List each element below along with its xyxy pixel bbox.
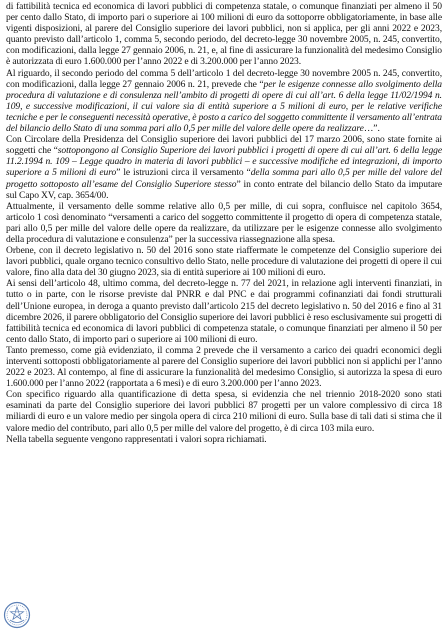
paragraph-text: Attualmente, il versamento delle somme relative allo 0,5 per mille, di cui sopra, confluisce nel capitolo 3654, articolo 1 così denominato “versamenti a carico del soggetto committente il progetto di opera di competenza statale, pari allo 0,5 per mille del valore delle opere da realizzare, da utilizzare per le esigenze connesse allo svolgimento della procedura di valutazione e consulenza” per la successiva riassegnazione alla spesa. [6, 200, 442, 245]
paragraph [6, 434, 442, 445]
quoted-italic-text: per le esigenze connesse allo svolgimento della procedura di valutazione e di consulenza nell’ambito di progetti di opere di cui all’art. 6 della legge 11/02/1994 n. 109, e successive modificazioni, il cui valore sia di entità superiore a 5 milioni di euro, per le relative verifiche tecniche e per le conseguenti necessità operative, è posto a carico del soggetto committente il versamento all’entrata del bilancio dello Stato di una somma pari allo 0,5 per mille del valore delle opere da realizzare [6, 78, 442, 135]
document-body [6, 1, 442, 445]
paragraph-text: Ai sensi dell’articolo 48, ultimo comma, del decreto-legge n. 77 del 2021, in relazione agli interventi finanziati, in tutto o in parte, con le risorse previste dal PNRR e dal PNC e dai programmi cofinanziati dai fondi strutturali dell’Unione europea, in deroga a quanto previsto dall’articolo 215 del decreto legislativo n. 50 del 2016 e fino al 31 dicembre 2026, il parere obbligatorio del Consiglio superiore dei lavori pubblici è reso esclusivamente sui progetti di fattibilità tecnica ed economica di lavori pubblici di competenza statale, o comunque finanziati per almeno il 50 per cento dallo Stato, di importo pari o superiore ai 100 milioni di euro. [6, 278, 442, 345]
republic-emblem-seal-icon [3, 601, 31, 629]
paragraph [6, 345, 442, 389]
paragraph-text: Tanto premesso, come già evidenziato, il comma 2 prevede che il versamento a carico dei quadri economici degli interventi sottoposti obbligatoriamente al parere del Consiglio superiore dei lavori pubblici non si applichi per l’anno 2022 e 2023. Al contempo, al fine di assicurare la funzionalità del medesimo Consiglio, si autorizza la spesa di euro 1.600.000 per l’anno 2022 (rapportata a 6 mesi) e di euro 3.200.000 per l’anno 2023. [6, 344, 442, 390]
paragraph-text: Nella tabella seguente vengono rappresentati i valori sopra richiamati. [6, 433, 267, 445]
paragraph-text: Con Circolare della Presidenza del Consiglio superiore dei lavori pubblici del 17 marzo 2006, sono state fornite ai soggetti che “ [6, 134, 442, 157]
paragraph-text: Orbene, con il decreto legislativo n. 50 del 2016 sono state riaffermate le competenze del Consiglio superiore dei lavori pubblici, quale organo tecnico consultivo dello Stato, nelle procedure di valutazione dei progetti di opere il cui valore, fino alla data del 30 giugno 2023, sia di entità superiore ai 100 milioni di euro. [6, 245, 442, 279]
paragraph [6, 134, 442, 201]
paragraph [6, 68, 442, 135]
paragraph [6, 201, 442, 245]
quoted-italic-text: della somma pari allo 0,5 per mille del valore del progetto sottoposto all’esame del Consiglio Superiore stesso [6, 167, 442, 190]
paragraph-text: Con specifico riguardo alla quantificazione di detta spesa, si evidenzia che nel triennio 2018-2020 sono stati esaminati da parte del Consiglio superiore dei lavori pubblici 87 progetti per un valore complessivo di circa 18 miliardi di euro e un valore medio per singola opera di circa 210 milioni di euro. Sulla base di tali dati si stima che il valore medio del contributo, pari allo 0,5 per mille del valore del progetto, è di circa 103 mila euro. [6, 389, 442, 434]
paragraph-text: …”. [363, 123, 380, 135]
paragraph [6, 245, 442, 278]
paragraph-text: ” in conto entrate del bilancio dello Stato da imputare sul Capo XV, cap. 3654/00. [6, 178, 442, 201]
quoted-italic-text: sottopongono al Consiglio Superiore dei lavori pubblici i progetti di opere di cui all’art. 6 della legge 11.2.1994 n. 109 – Legge quadro in materia di lavori pubblici – e successive modifiche ed integrazioni, di importo superiore a 5 milioni di euro [6, 145, 442, 179]
paragraph-text: di fattibilità tecnica ed economica di lavori pubblici di competenza statale, o comunque finanziati per almeno il 50 per cento dallo Stato, di importo pari o superiore ai 100 milioni di euro da sottoporre obbligatoriamente, in base alle vigenti disposizioni, al parere del Consiglio superiore dei lavori pubblici, non si applica, per gli anni 2022 e 2023, quanto previsto dall’articolo 1, comma 5, secondo periodo, del decreto-legge 30 novembre 2005, n. 245, convertito, con modificazioni, dalla legge 27 gennaio 2006, n. 21, e, al fine di assicurare la funzionalità del medesimo Consiglio è autorizzata di euro 1.600.000 per l’anno 2022 e di 3.200.000 per l’anno 2023. [6, 1, 442, 68]
paragraph [6, 1, 442, 68]
paragraph [6, 389, 442, 433]
paragraph [6, 278, 442, 345]
paragraph-text: ” le istruzioni circa il versamento “ [116, 167, 251, 179]
paragraph-text: Al riguardo, il secondo periodo del comma 5 dell’articolo 1 del decreto-legge 30 novembre 2005 n. 245, convertito, con modificazioni, dalla legge 27 gennaio 2006 n. 21, prevede che “ [6, 67, 442, 90]
